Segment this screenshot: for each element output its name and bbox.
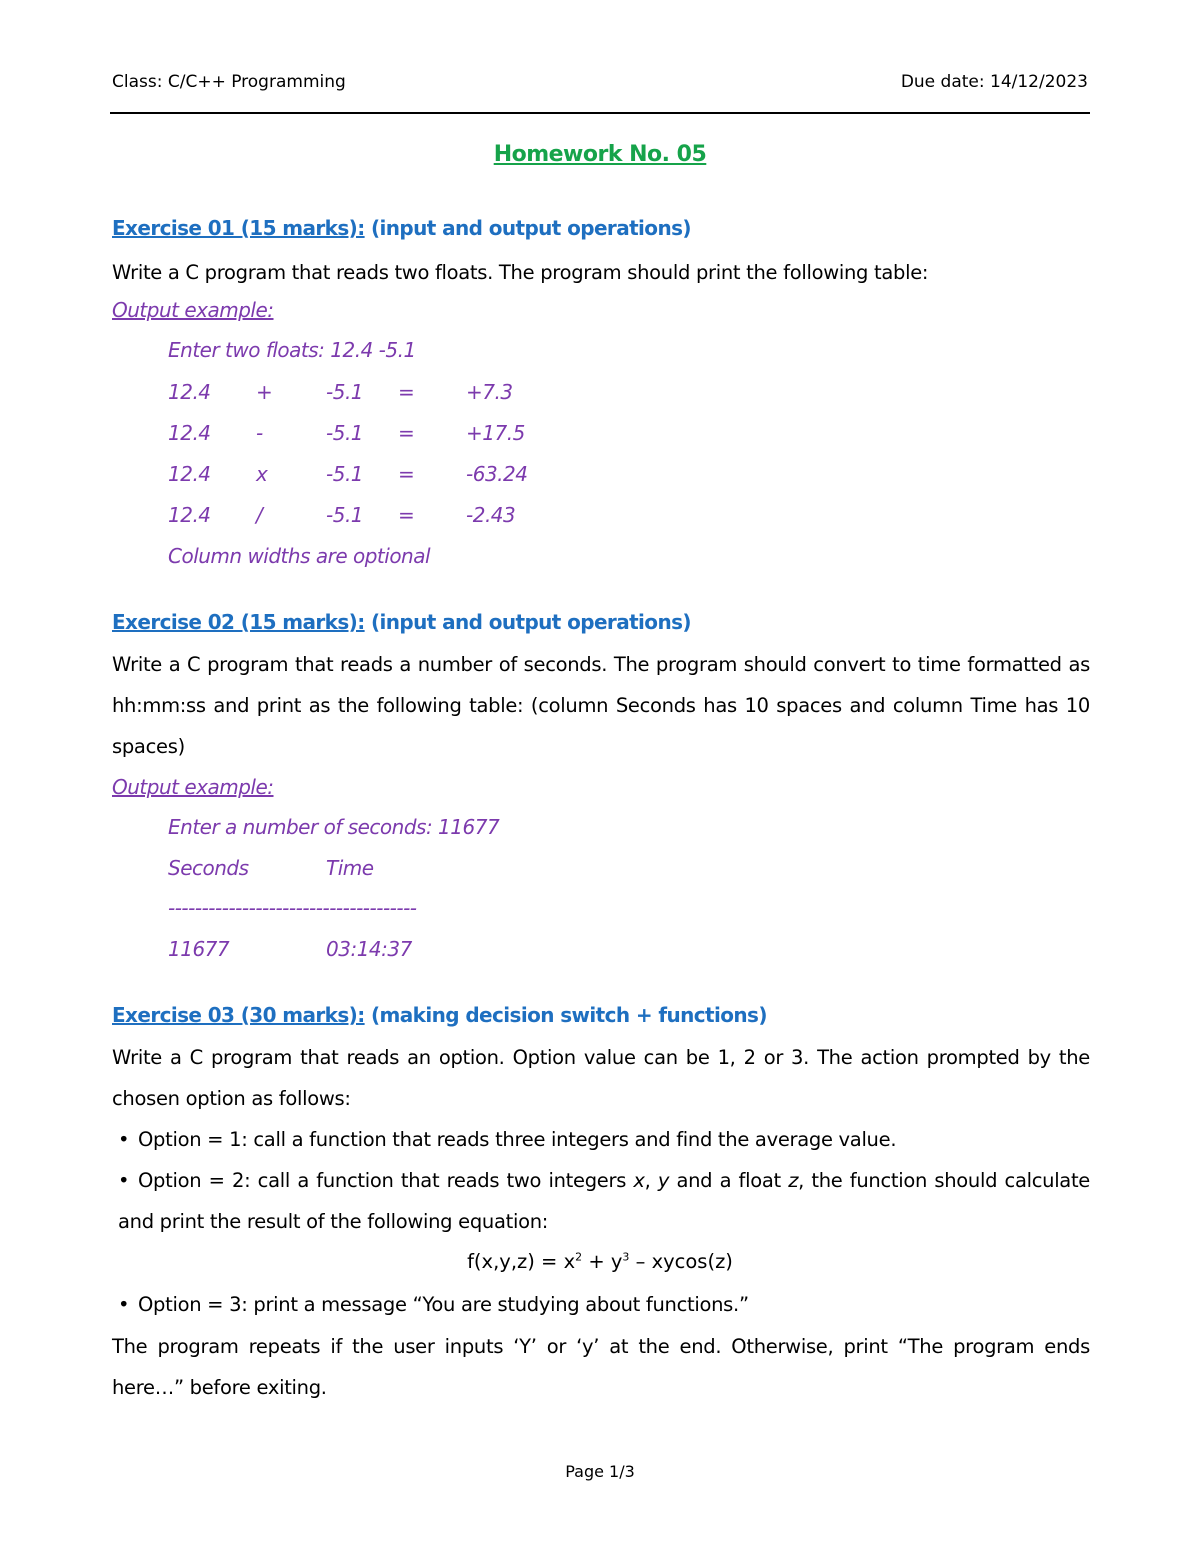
- var-y: y: [657, 1169, 670, 1192]
- exercise-03-topic: (making decision switch + functions): [364, 1003, 767, 1027]
- table-divider: -------------------------------------: [168, 896, 417, 920]
- exercise-02-text: Write a C program that reads a number of seconds. The program should convert to time formatted as hh:mm:ss and print as the following table: (column Seconds has 10 spaces and column Time has 10 spaces): [112, 653, 1090, 758]
- row2-b: -5.1: [326, 421, 364, 445]
- equation: [0, 1250, 1200, 1273]
- row1-a: 12.4: [168, 380, 211, 404]
- page-header: [112, 72, 1088, 100]
- equation-part-1: f(x,y,z) = x: [467, 1250, 576, 1273]
- value-seconds: 11677: [168, 937, 230, 961]
- bullet-icon: •: [118, 1128, 130, 1151]
- exercise-01-prompt: Enter two floats: 12.4 -5.1: [168, 338, 416, 362]
- row2-a: 12.4: [168, 421, 211, 445]
- exercise-03-title: Exercise 03 (30 marks):: [112, 1003, 365, 1027]
- exercise-01-note: Column widths are optional: [168, 544, 431, 568]
- exercise-01-output-label: Output example:: [112, 298, 274, 322]
- exercise-02-output-label: Output example:: [112, 775, 274, 799]
- exercise-03-closing: The program repeats if the user inputs ‘Y’ or ‘y’ at the end. Otherwise, print “The program ends here…” before exiting.: [112, 1335, 1090, 1399]
- exercise-02-heading: [112, 610, 691, 634]
- exercise-01-heading: [112, 216, 691, 240]
- header-rule: [110, 112, 1090, 114]
- option-1-text: Option = 1: call a function that reads three integers and find the average value.: [138, 1128, 897, 1151]
- row1-op: +: [256, 380, 273, 404]
- row3-res: -63.24: [466, 462, 528, 486]
- col-time-header: Time: [326, 856, 374, 880]
- equation-exponent-1: 2: [575, 1250, 583, 1264]
- option-1-item: [118, 1119, 1090, 1160]
- var-x: x: [633, 1169, 645, 1192]
- option-3-text: Option = 3: print a message “You are studying about functions.”: [138, 1293, 749, 1316]
- col-seconds-header: Seconds: [168, 856, 249, 880]
- row3-op: x: [256, 462, 268, 486]
- option-3-item: [118, 1284, 1090, 1325]
- equation-exponent-2: 3: [622, 1250, 630, 1264]
- equation-part-2: + y: [582, 1250, 623, 1273]
- row1-b: -5.1: [326, 380, 364, 404]
- row3-a: 12.4: [168, 462, 211, 486]
- exercise-01-title: Exercise 01 (15 marks):: [112, 216, 365, 240]
- bullet-icon: •: [118, 1293, 130, 1316]
- exercise-01-text: Write a C program that reads two floats. The program should print the following table:: [112, 261, 929, 284]
- class-label: Class: C/C++ Programming: [112, 72, 346, 92]
- row4-eq: =: [398, 503, 415, 527]
- row1-eq: =: [398, 380, 415, 404]
- option-2-text-b: and a float: [669, 1169, 789, 1192]
- option-2-text-c: , the function should calculate and print the result of the following equation:: [118, 1169, 1091, 1233]
- row2-op: -: [256, 421, 263, 445]
- row1-res: +7.3: [466, 380, 513, 404]
- exercise-02-topic: (input and output operations): [364, 610, 691, 634]
- bullet-icon: •: [118, 1169, 130, 1192]
- option-2-text-a: Option = 2: call a function that reads two integers: [138, 1169, 634, 1192]
- equation-part-3: – xycos(z): [629, 1250, 733, 1273]
- row2-eq: =: [398, 421, 415, 445]
- row4-b: -5.1: [326, 503, 364, 527]
- exercise-03-text: Write a C program that reads an option. Option value can be 1, 2 or 3. The action prompted by the chosen option as follows:: [112, 1046, 1090, 1110]
- exercise-03-heading: [112, 1003, 767, 1027]
- row3-eq: =: [398, 462, 415, 486]
- exercise-01-topic: (input and output operations): [364, 216, 691, 240]
- row4-op: /: [256, 503, 263, 527]
- option-2-sep: ,: [644, 1169, 658, 1192]
- value-time: 03:14:37: [326, 937, 412, 961]
- page-title: Homework No. 05: [493, 142, 707, 167]
- row3-b: -5.1: [326, 462, 364, 486]
- due-date-label: Due date: 14/12/2023: [900, 72, 1088, 92]
- row2-res: +17.5: [466, 421, 525, 445]
- option-2-item: [118, 1160, 1090, 1242]
- row4-res: -2.43: [466, 503, 516, 527]
- row4-a: 12.4: [168, 503, 211, 527]
- exercise-02-title: Exercise 02 (15 marks):: [112, 610, 365, 634]
- page-number: Page 1/3: [565, 1462, 635, 1481]
- exercise-02-prompt: Enter a number of seconds: 11677: [168, 815, 500, 839]
- var-z: z: [788, 1169, 799, 1192]
